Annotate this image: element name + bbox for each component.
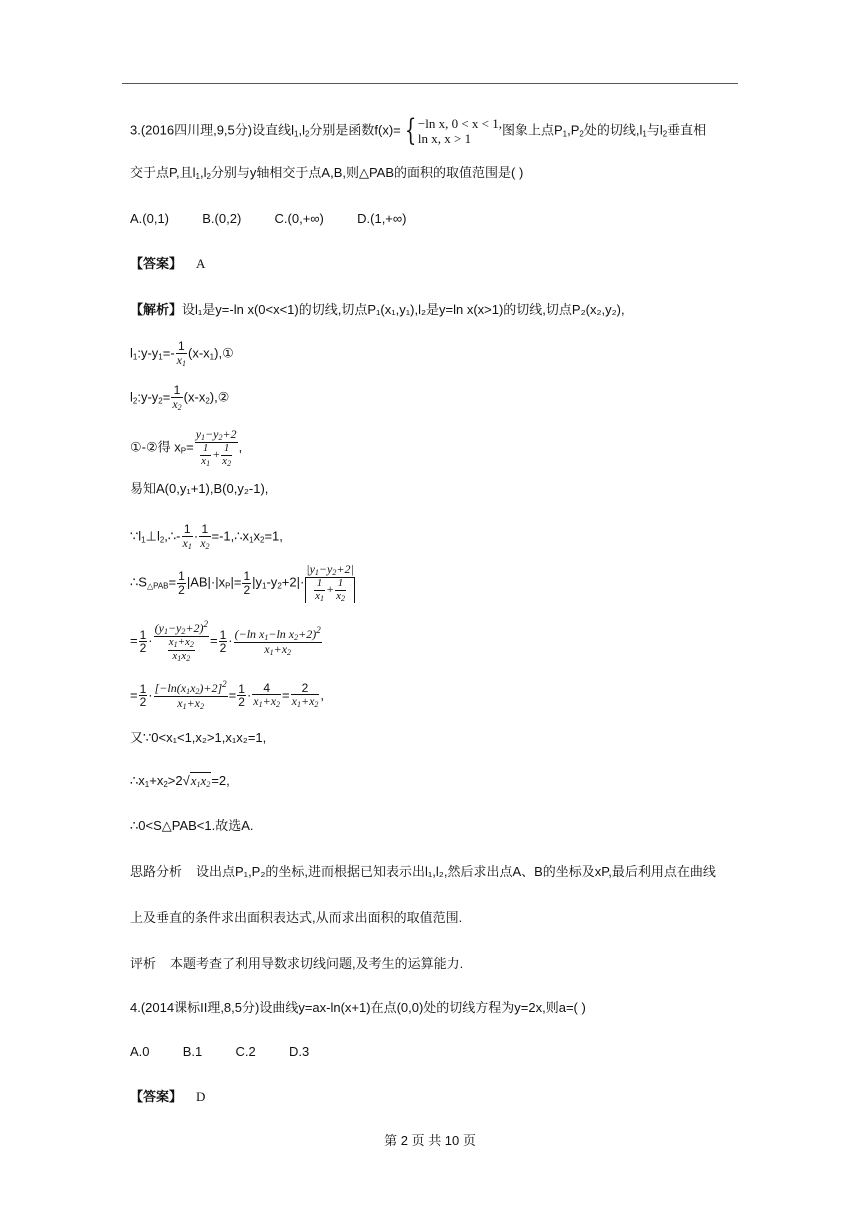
eq-conclusion: ∴0<S△PAB<1.故选A. [130, 818, 254, 833]
eq-xp: ①-②得 $x_P=$ $y_1-y_2+2$ $\frac{1}{x_1}$ + $\frac{1}{x_2}$ , [130, 427, 243, 468]
eq-ineq: $\therefore x_1+x_2>2√x_1x_2=2$, [130, 772, 230, 793]
q3-stem-line1: 3.(2016四川理,9,5分)设直线$l_1,l_2$分别是函数f(x)= { −ln x, 0 < x < 1, ln x, x > 1 图象上点$P_1,P_2$处的切线$,l_1$与$l_2$垂直相 [130, 113, 707, 148]
eq-known: 易知A(0,y₁+1),B(0,y₂-1), [130, 481, 269, 496]
thinking-line1: 思路分析 设出点P₁,P₂的坐标,进而根据已知表示出l₁,l₂,然后求出点A、B的坐标及xP,最后利用点在曲线 [130, 864, 716, 879]
q4-option-d: D.3 [289, 1044, 310, 1059]
q3-stem-line2: 交于点P,且$l_1,l_2$分别与y轴相交于点A,B,则△PAB的面积的取值范围是( ) [130, 165, 524, 181]
q3-options [130, 211, 407, 227]
eq-l1: $l_1:y-y_1=-$ $\frac{1}{x_1}$ $(x-x_1),①$ [130, 339, 234, 368]
q3-option-d: D.(1,+∞) [357, 211, 407, 226]
eq-step2: = $\frac{1}{2}$ · $\frac{(y_1-y_2+2)^2}{\frac{x_1+x_2}{x_1x_2}}$ = $\frac{1}{2}$ · $\frac{(-\ln x_1-\ln x_2+2)^2}{x_1+x_2}$ [130, 619, 321, 663]
q4-answer: 【答案】 D [130, 1089, 206, 1104]
q4-option-b: B.1 [182, 1044, 203, 1059]
eq-l2: $l_2:y-y_2=$ $\frac{1}{x_2}$ $(x-x_2),②$ [130, 383, 230, 412]
q4-options [130, 1044, 309, 1060]
thinking-line2: 上及垂直的条件求出面积表达式,从而求出面积的取值范围. [130, 910, 463, 925]
eq-perp: $\because l_1\perp l_2,\therefore-$ $\frac{1}{x_1}$ · $\frac{1}{x_2}$ $=-1,\therefore x_1x_2=1$, [130, 522, 283, 551]
eq-so: 又∵0<x₁<1,x₂>1,x₁x₂=1, [130, 730, 267, 745]
q4-option-c: C.2 [235, 1044, 256, 1059]
eq-step3: = $\frac{1}{2}$ · $\frac{[-\ln(x_1x_2)+2]^2}{x_1+x_2}$ = $\frac{1}{2}$ · $\frac{4}{x_1+x_2}$ = $\frac{2}{x_1+x_2}$ , [130, 679, 325, 712]
q3-analysis: 【解析】设l₁是y=-ln x(0<x<1)的切线,切点P₁(x₁,y₁),l₂是y=ln x(x>1)的切线,切点P₂(x₂,y₂), [130, 302, 625, 317]
q4-option-a: A.0 [130, 1044, 150, 1059]
q3-answer: 【答案】 A [130, 256, 206, 271]
q3-option-b: B.(0,2) [202, 211, 242, 226]
eq-area: $\therefore S_{\triangle PAB}=$ $\frac{1}{2}$ $|AB|\cdot|x_P|=$ $\frac{1}{2}$ $|y_1-y_2+2|\cdot$ $|y_1-y_2+2|$ $\frac{1}{x_1}$ + $\frac{1}{x_2}$ [130, 562, 354, 603]
q3-option-a: A.(0,1) [130, 211, 170, 226]
header-rule [122, 83, 738, 84]
page-footer: 第 2 页 共 10 页 [384, 1133, 476, 1148]
q3-option-c: C.(0,+∞) [274, 211, 324, 226]
comment: 评析 本题考查了利用导数求切线问题,及考生的运算能力. [130, 956, 464, 971]
q4-stem: 4.(2014课标II理,8,5分)设曲线y=ax-ln(x+1)在点(0,0)处的切线方程为y=2x,则a=( ) [130, 1000, 586, 1015]
